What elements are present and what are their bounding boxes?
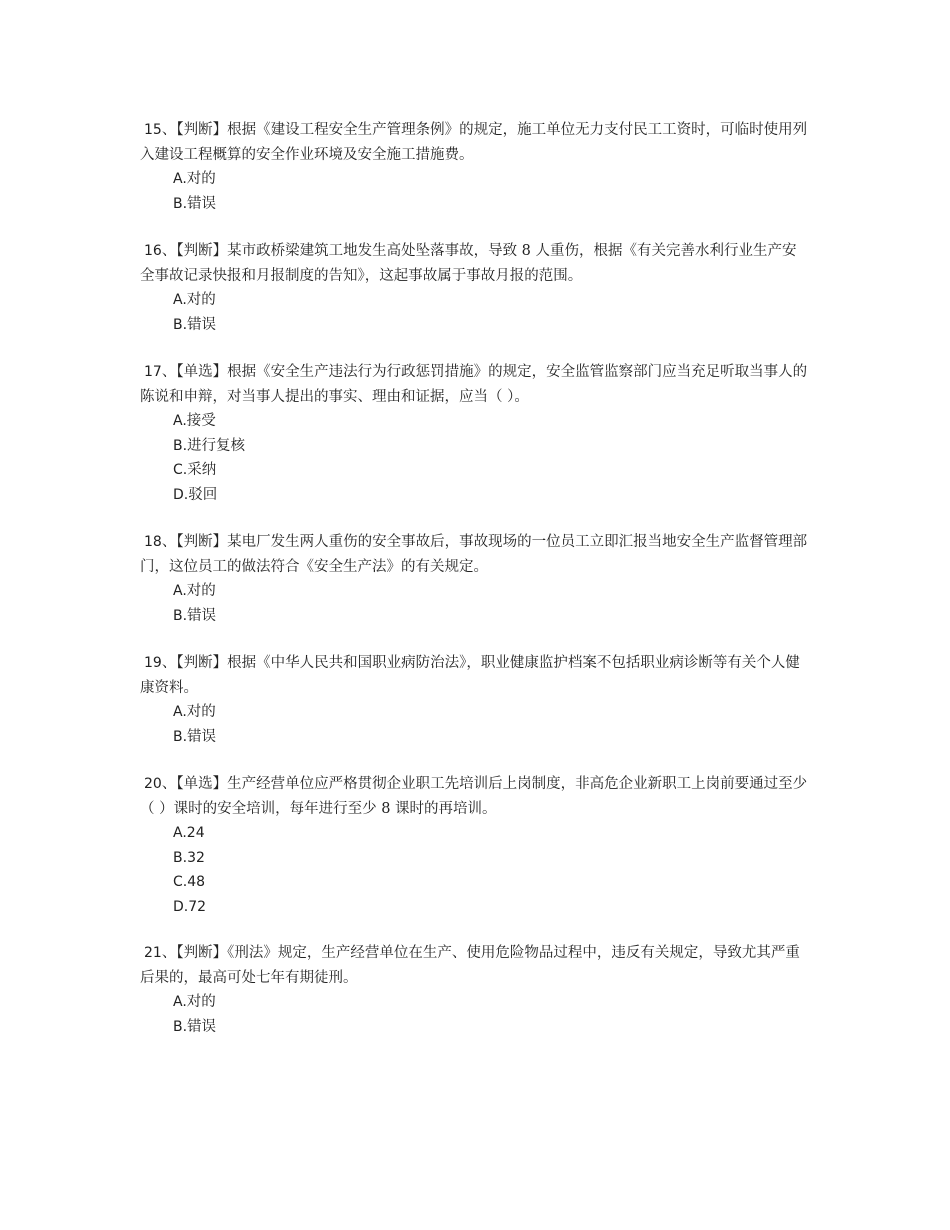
option-letter: A.	[173, 171, 187, 187]
option-text: 接受	[186, 413, 216, 429]
option-d	[173, 895, 810, 920]
option-letter: B.	[173, 607, 188, 624]
option-b	[173, 604, 810, 629]
option-letter: B.	[173, 728, 188, 745]
question-text: 、【判断】《刑法》规定，生产经营单位在生产、使用危险物品过程中，违反有关规定，导致尤其严重后果的，最高可处七年有期徒刑。	[140, 945, 800, 986]
option-letter: A.	[173, 704, 187, 720]
option-text: 采纳	[187, 462, 217, 478]
question-21	[140, 941, 810, 1039]
question-number: 15	[144, 122, 162, 138]
question-text: 、【判断】根据《建设工程安全生产管理条例》的规定，施工单位无力支付民工工资时，可临时使用列入建设工程概算的安全作业环境及安全施工措施费。	[140, 122, 808, 163]
option-text: 48	[187, 874, 206, 890]
option-b	[173, 846, 810, 871]
option-text: 对的	[186, 704, 216, 720]
question-stem	[140, 772, 810, 821]
option-letter: A.	[173, 413, 187, 429]
option-b	[173, 434, 810, 459]
option-letter: C.	[173, 462, 188, 478]
question-number: 21	[144, 945, 162, 961]
option-b	[173, 1015, 810, 1040]
option-list	[140, 288, 810, 337]
option-letter: A.	[173, 825, 187, 841]
option-b	[173, 725, 810, 750]
question-17	[140, 360, 810, 507]
option-letter: A.	[173, 292, 187, 308]
question-15	[140, 118, 810, 216]
question-stem	[140, 941, 810, 990]
option-text: 对的	[186, 292, 216, 308]
question-stem	[140, 118, 810, 167]
question-stem	[140, 360, 810, 409]
option-text: 错误	[187, 316, 217, 333]
option-list	[140, 579, 810, 628]
option-letter: A.	[173, 583, 187, 599]
option-text: 错误	[187, 195, 217, 212]
option-letter: D.	[173, 898, 189, 915]
question-text: 、【判断】某市政桥梁建筑工地发生高处坠落事故，导致 8 人重伤，根据《有关完善水利行业生产安全事故记录快报和月报制度的告知》，这起事故属于事故月报的范围。	[140, 243, 797, 284]
option-a	[173, 821, 810, 846]
option-text: 驳回	[188, 486, 218, 503]
option-b	[173, 313, 810, 338]
question-16	[140, 239, 810, 337]
question-number: 20	[144, 776, 162, 792]
option-letter: B.	[173, 195, 188, 212]
option-list	[140, 990, 810, 1039]
option-a	[173, 579, 810, 604]
question-number: 18	[144, 534, 162, 550]
option-list	[140, 167, 810, 216]
option-a	[173, 167, 810, 192]
option-d	[173, 483, 810, 508]
option-c	[173, 458, 810, 483]
question-20	[140, 772, 810, 919]
question-number: 17	[144, 364, 162, 380]
question-number: 19	[144, 655, 162, 671]
option-text: 错误	[187, 607, 217, 624]
option-a	[173, 288, 810, 313]
option-letter: A.	[173, 994, 187, 1010]
option-text: 32	[187, 849, 205, 866]
option-letter: B.	[173, 437, 188, 454]
question-text: 、【单选】根据《安全生产违法行为行政惩罚措施》的规定，安全监管监察部门应当充足听取当事人的陈说和申辩，对当事人提出的事实、理由和证据，应当（ ）。	[140, 364, 808, 405]
option-letter: B.	[173, 316, 188, 333]
question-stem	[140, 651, 810, 700]
option-text: 对的	[186, 171, 216, 187]
option-list	[140, 409, 810, 507]
question-stem	[140, 239, 810, 288]
question-text: 、【判断】某电厂发生两人重伤的安全事故后，事故现场的一位员工立即汇报当地安全生产监督管理部门，这位员工的做法符合《安全生产法》的有关规定。	[140, 534, 808, 575]
option-text: 错误	[187, 728, 217, 745]
option-letter: D.	[173, 486, 189, 503]
question-stem	[140, 530, 810, 579]
option-letter: B.	[173, 1018, 188, 1035]
option-a	[173, 700, 810, 725]
option-c	[173, 870, 810, 895]
option-text: 错误	[187, 1018, 217, 1035]
option-text: 进行复核	[187, 437, 246, 454]
option-text: 72	[188, 898, 207, 915]
option-list	[140, 821, 810, 919]
option-a	[173, 990, 810, 1015]
question-text: 、【判断】根据《中华人民共和国职业病防治法》，职业健康监护档案不包括职业病诊断等有关个人健康资料。	[140, 655, 800, 696]
option-text: 对的	[186, 583, 216, 599]
question-text: 、【单选】生产经营单位应严格贯彻企业职工先培训后上岗制度，非高危企业新职工上岗前要通过至少（ ）课时的安全培训，每年进行至少 8 课时的再培训。	[140, 776, 808, 817]
option-text: 对的	[186, 994, 216, 1010]
option-letter: C.	[173, 874, 188, 890]
question-number: 16	[144, 243, 162, 259]
question-19	[140, 651, 810, 749]
option-b	[173, 192, 810, 217]
option-letter: B.	[173, 849, 188, 866]
option-a	[173, 409, 810, 434]
option-text: 24	[186, 825, 205, 841]
option-list	[140, 700, 810, 749]
question-18	[140, 530, 810, 628]
